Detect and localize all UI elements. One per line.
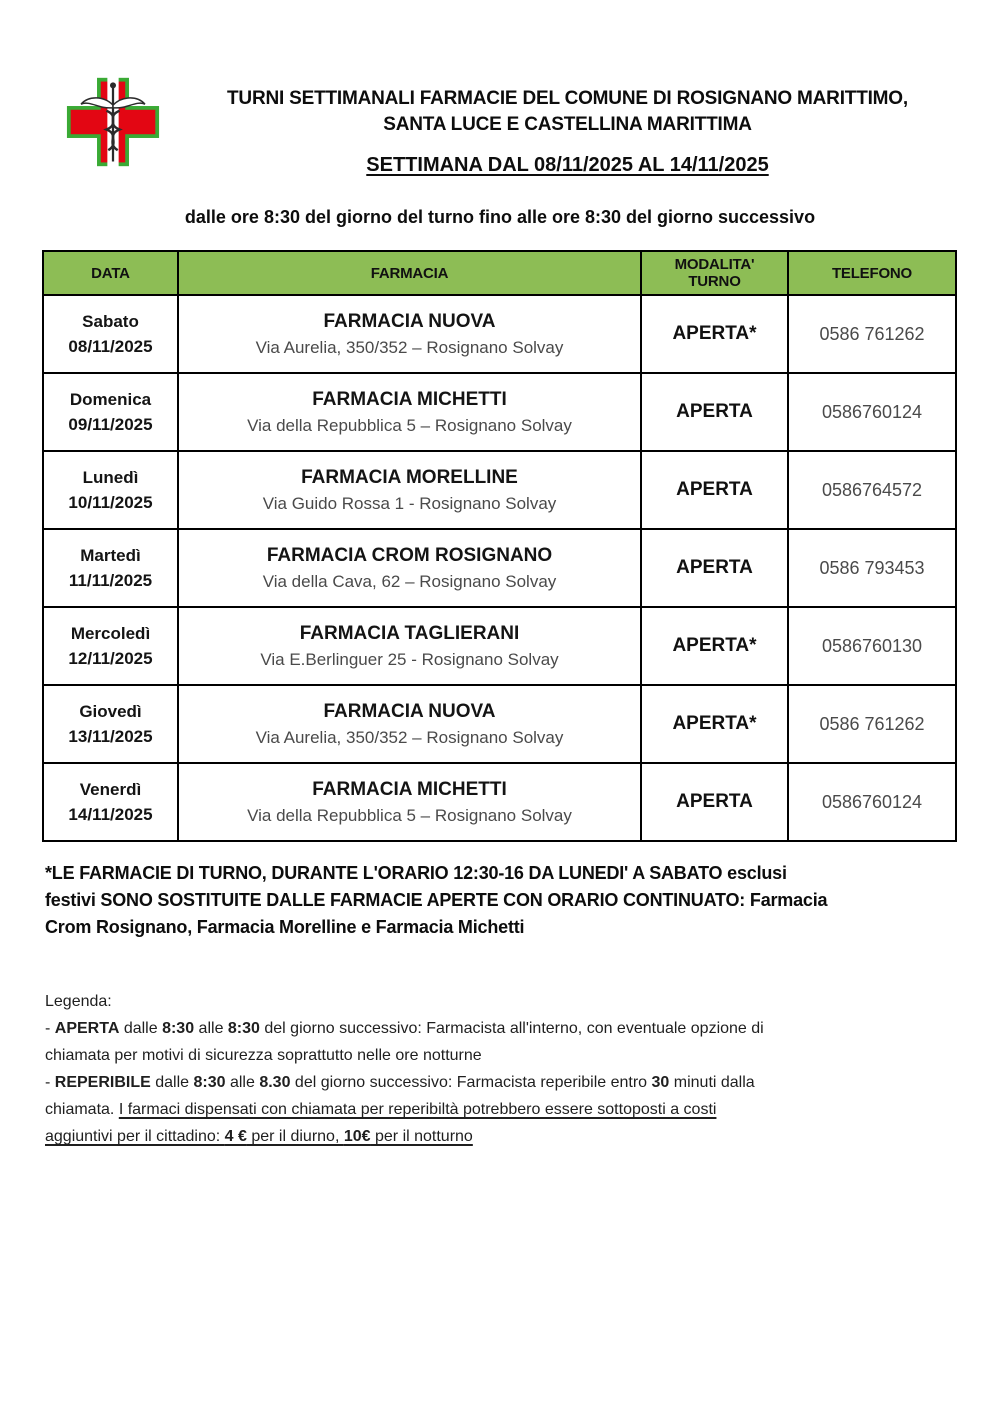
- column-header-telefono: TELEFONO: [788, 251, 956, 295]
- table-row: [43, 685, 956, 763]
- column-header-farmacia: FARMACIA: [178, 251, 641, 295]
- phone-number: 0586 761262: [788, 295, 956, 373]
- substitution-footnote: [45, 860, 960, 941]
- phone-number: 0586760124: [788, 763, 956, 841]
- pharmacy-name: FARMACIA NUOVA: [323, 311, 496, 332]
- shift-mode: APERTA: [641, 529, 788, 607]
- week-range-subtitle: SETTIMANA DAL 08/11/2025 AL 14/11/2025: [366, 154, 769, 176]
- shift-mode: APERTA*: [641, 295, 788, 373]
- table-header-row: [43, 251, 956, 295]
- column-header-data: DATA: [43, 251, 178, 295]
- pharmacy-address: Via della Repubblica 5 – Rosignano Solvay: [247, 416, 572, 435]
- shift-mode: APERTA: [641, 373, 788, 451]
- date-label: 09/11/2025: [68, 415, 153, 434]
- pharmacy-cross-caduceus-icon: [66, 76, 160, 168]
- shift-hours-note: dalle ore 8:30 del giorno del turno fino alle ore 8:30 del giorno successivo: [184, 207, 816, 227]
- day-label: Martedì: [80, 546, 141, 565]
- legend-aperta-line-2: chiamata per motivi di sicurezza soprattutto nelle ore notturne: [45, 1047, 482, 1064]
- day-label: Mercoledì: [70, 624, 151, 643]
- pharmacy-address: Via Aurelia, 350/352 – Rosignano Solvay: [255, 728, 564, 747]
- column-header-modalita-turno: MODALITA' TURNO: [641, 251, 788, 295]
- date-label: 12/11/2025: [68, 649, 153, 668]
- page-title-line-2: SANTA LUCE E CASTELLINA MARITTIMA: [383, 114, 752, 135]
- phone-number: 0586 761262: [788, 685, 956, 763]
- table-row: [43, 373, 956, 451]
- legend-section: [45, 988, 960, 1150]
- page-title-line-1: TURNI SETTIMANALI FARMACIE DEL COMUNE DI ROSIGNANO MARITTIMO,: [227, 88, 908, 109]
- shift-mode: APERTA*: [641, 607, 788, 685]
- date-label: 10/11/2025: [68, 493, 153, 512]
- day-label: Sabato: [82, 312, 139, 331]
- footnote-line: festivi SONO SOSTITUITE DALLE FARMACIE APERTE CON ORARIO CONTINUATO: Farmacia: [45, 890, 828, 910]
- shift-mode: APERTA: [641, 763, 788, 841]
- phone-number: 0586764572: [788, 451, 956, 529]
- pharmacy-name: FARMACIA MICHETTI: [312, 389, 507, 410]
- day-label: Giovedì: [79, 702, 142, 721]
- legend-reperibile-line: - REPERIBILE dalle 8:30 alle 8.30 del giorno successivo: Farmacista reperibile entro 30 minuti dalla: [45, 1074, 755, 1091]
- header-title-block: [180, 86, 955, 177]
- pharmacy-address: Via Aurelia, 350/352 – Rosignano Solvay: [255, 338, 564, 357]
- phone-number: 0586 793453: [788, 529, 956, 607]
- table-row: [43, 607, 956, 685]
- legend-title: Legenda:: [45, 993, 112, 1010]
- table-row: [43, 451, 956, 529]
- date-label: 11/11/2025: [68, 571, 153, 590]
- day-label: Domenica: [69, 390, 152, 409]
- shift-mode: APERTA*: [641, 685, 788, 763]
- pharmacy-name: FARMACIA MORELLINE: [301, 467, 518, 488]
- pharmacy-name: FARMACIA TAGLIERANI: [299, 623, 520, 644]
- pharmacy-address: Via E.Berlinguer 25 - Rosignano Solvay: [260, 650, 559, 669]
- legend-reperibile-line-3: aggiuntivi per il cittadino: 4 € per il diurno, 10€ per il notturno: [45, 1128, 473, 1145]
- day-label: Lunedì: [82, 468, 139, 487]
- shift-mode: APERTA: [641, 451, 788, 529]
- date-label: 14/11/2025: [68, 805, 153, 824]
- table-row: [43, 763, 956, 841]
- pharmacy-address: Via della Cava, 62 – Rosignano Solvay: [262, 572, 557, 591]
- legend-aperta-line: - APERTA dalle 8:30 alle 8:30 del giorno successivo: Farmacista all'interno, con eventuale opzione di: [45, 1020, 764, 1037]
- pharmacy-roster-table: [42, 250, 957, 842]
- footnote-line: *LE FARMACIE DI TURNO, DURANTE L'ORARIO 12:30-16 DA LUNEDI' A SABATO esclusi: [45, 863, 787, 883]
- pharmacy-name: FARMACIA MICHETTI: [312, 779, 507, 800]
- day-label: Venerdì: [79, 780, 142, 799]
- date-label: 13/11/2025: [68, 727, 153, 746]
- table-row: [43, 295, 956, 373]
- pharmacy-address: Via della Repubblica 5 – Rosignano Solvay: [247, 806, 572, 825]
- pharmacy-address: Via Guido Rossa 1 - Rosignano Solvay: [262, 494, 557, 513]
- table-row: [43, 529, 956, 607]
- phone-number: 0586760130: [788, 607, 956, 685]
- date-label: 08/11/2025: [68, 337, 153, 356]
- pharmacy-name: FARMACIA NUOVA: [323, 701, 496, 722]
- footnote-line: Crom Rosignano, Farmacia Morelline e Farmacia Michetti: [45, 917, 525, 937]
- legend-reperibile-line-2: chiamata. I farmaci dispensati con chiamata per reperibiltà potrebbero essere sottoposti a costi: [45, 1101, 717, 1118]
- pharmacy-name: FARMACIA CROM ROSIGNANO: [266, 545, 553, 566]
- phone-number: 0586760124: [788, 373, 956, 451]
